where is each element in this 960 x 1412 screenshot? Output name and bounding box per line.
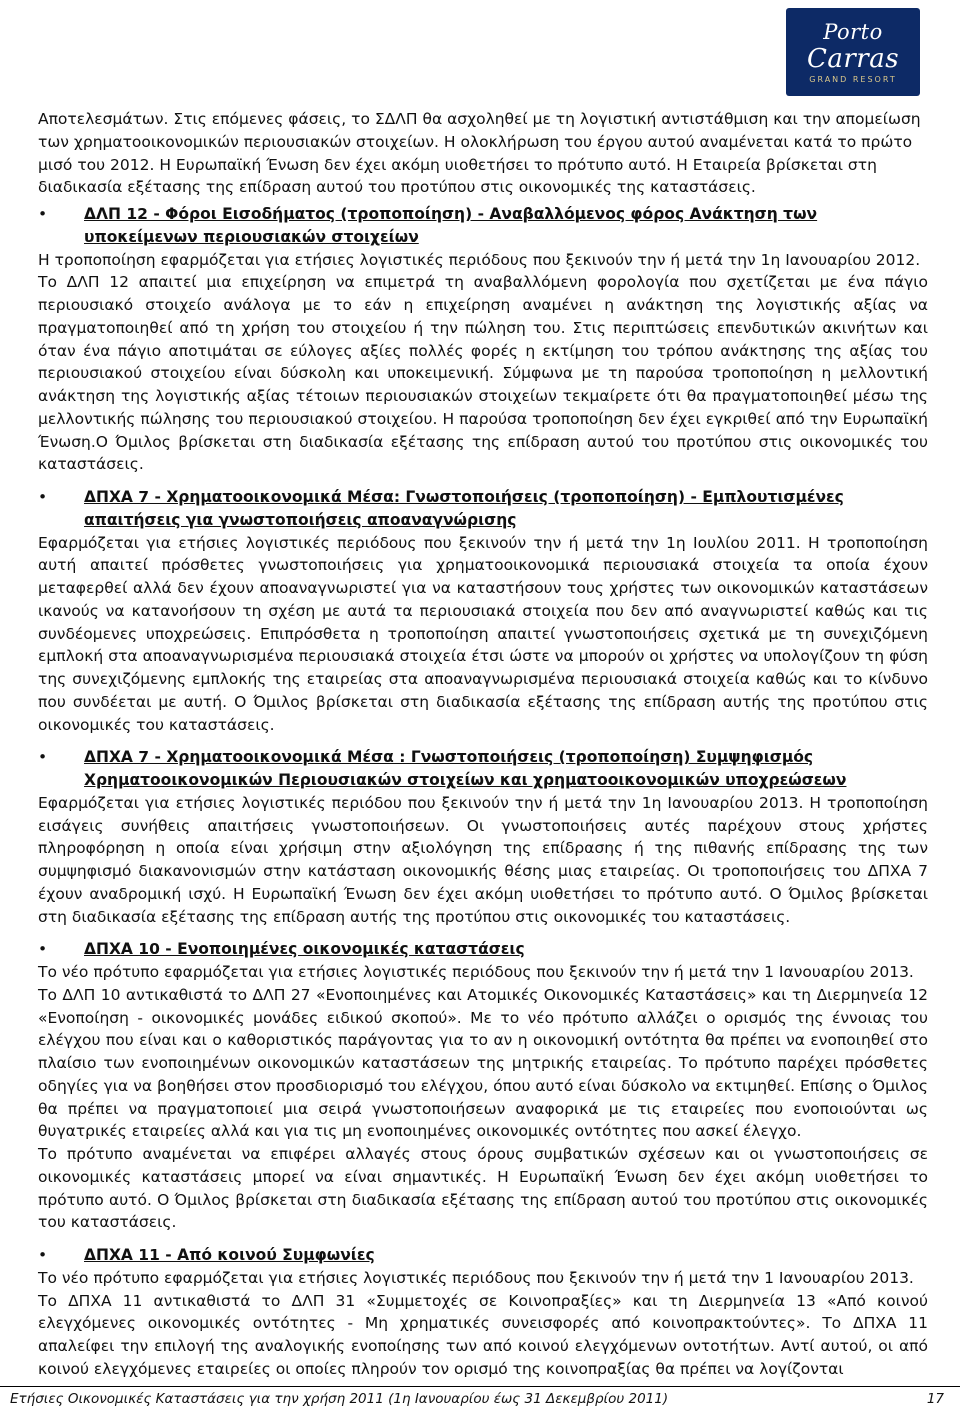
heading-line-1: ΔΠΧΑ 10 - Ενοποιημένες οικονομικές καταστάσεις bbox=[84, 940, 525, 959]
section-paragraph: Η τροποποίηση εφαρμόζεται για ετήσιες λογιστικές περιόδους που ξεκινούν την ή μετά την 1η Ιανουαρίου 2012. bbox=[38, 250, 921, 269]
bullet-icon: • bbox=[38, 940, 48, 959]
heading-line-1: ΔΠΧΑ 7 - Χρηματοοικονομικά Μέσα: Γνωστοποιήσεις (τροποποίηση) - Εμπλουτισμένες bbox=[84, 488, 844, 506]
logo-line-1: Porto bbox=[823, 20, 883, 44]
heading-line-1: ΔΠΧΑ 7 - Χρηματοοικονομικά Μέσα : Γνωστοποιήσεις (τροποποίηση) Συμψηφισμός bbox=[84, 748, 814, 767]
logo-line-3: GRAND RESORT bbox=[809, 75, 897, 84]
section-paragraph: Το ΔΛΠ 10 αντικαθιστά το ΔΛΠ 27 «Ενοποιημένες και Ατομικές Οικονομικές Καταστάσεις» και τη Διερμηνεία 12 «Ενοποίηση - οικονομικές μονάδες ειδικού σκοπού». Με το νέο πρότυπο αλλάζει ο ορισμός της έννοιας του ελέγχου που είναι και ο καθοριστικός παράγοντας για το αν η οικονομική οντότητα θα πρέπει να ενοποιηθεί στο πλαίσιο των ενοποιημένων οικονομικών καταστάσεων της μητρικής εταιρείας. Το πρότυπο παρέχει πρόσθετες οδηγίες για να βοηθήσει στον προσδιορισμό του ελέγχου, όπου αυτό είναι δύσκολο να εκτιμηθεί. Επίσης ο Όμιλος θα πρέπει να πραγματοποιεί μια σειρά γνωστοποιήσεων αναφορικά με τις εταιρείες που ενοποιούνται ως θυγατρικές εταιρείες αλλά και για τις μη ενοποιημένες οικονομικές οντότητες που ασκεί έλεγχο. bbox=[38, 985, 928, 1141]
section-heading-ifrs11 bbox=[38, 1244, 928, 1267]
footer-text: Ετήσιες Οικονομικές Καταστάσεις για την χρήση 2011 (1η Ιανουαρίου έως 31 Δεκεμβρίου 2011) bbox=[10, 1391, 669, 1407]
porto-carras-logo bbox=[786, 8, 920, 96]
intro-line-4: διαδικασία εξέτασης της επίδραση αυτού του προτύπου στις οικονομικές της καταστάσεις. bbox=[38, 178, 756, 197]
heading-line-2: Χρηματοοικονομικών Περιουσιακών στοιχείων και χρηματοοικονομικών υποχρεώσεων bbox=[84, 771, 847, 789]
intro-paragraph bbox=[38, 108, 928, 199]
section-paragraph: Το νέο πρότυπο εφαρμόζεται για ετήσιες λογιστικές περιόδους που ξεκινούν την ή μετά την 1 Ιανουαρίου 2013. bbox=[38, 963, 914, 981]
section-paragraph: Το πρότυπο αναμένεται να επιφέρει αλλαγές στους όρους συμβατικών σχέσεων και οι γνωστοποιήσεις σε οικονομικές καταστάσεις μπορεί να είναι σημαντικές. Η Ευρωπαϊκή Ένωση δεν έχει ακόμη υιοθετήσει το πρότυπο αυτό. Ο Όμιλος βρίσκεται στη διαδικασία εξέτασης της επίδραση αυτού του προτύπου στις οικονομικές του καταστάσεις. bbox=[38, 1145, 928, 1232]
page-number: 17 bbox=[926, 1391, 944, 1407]
logo-line-2: Carras bbox=[806, 44, 900, 74]
section-heading-ias12 bbox=[38, 203, 928, 249]
section-heading-ifrs7-offsetting bbox=[38, 746, 928, 792]
intro-line-3: μισό του 2012. Η Ευρωπαϊκή Ένωση δεν έχει ακόμη υιοθετήσει το πρότυπο αυτό. Η Εταιρεία βρίσκεται στη bbox=[38, 155, 877, 174]
intro-line-1: Αποτελεσμάτων. Στις επόμενες φάσεις, το ΣΔΛΠ θα ασχοληθεί με τη λογιστική αντιστάθμιση και την απομείωση bbox=[38, 110, 921, 128]
bullet-icon: • bbox=[38, 205, 48, 223]
bullet-icon: • bbox=[38, 488, 48, 506]
heading-line-2: απαιτήσεις για γνωστοποιήσεις αποαναγνώρισης bbox=[84, 510, 517, 529]
intro-line-2: των χρηματοοικονομικών περιουσιακών στοιχείων. Η ολοκλήρωση του έργου αυτού αναμένεται κατά το πρώτο bbox=[38, 132, 913, 151]
section-heading-ifrs10 bbox=[38, 938, 928, 961]
section-paragraph: Το νέο πρότυπο εφαρμόζεται για ετήσιες λογιστικές περιόδους που ξεκινούν την ή μετά την 1 Ιανουαρίου 2013. bbox=[38, 1268, 914, 1287]
section-paragraph: Εφαρμόζεται για ετήσιες λογιστικές περιόδου που ξεκινούν την ή μετά την 1η Ιανουαρίου 2013. Η τροποποίηση εισάγεις συνήθεις απαιτήσεις γνωστοποιήσεων. Οι γνωστοποιήσεις αυτές παρέχουν στους χρήστες πληροφόρηση η οποία είναι χρήσιμη στην αξιολόγηση της επίδρασης ή της πιθανής επίδρασης της των συμψηφισμό διακανονισμών στην κατάσταση οικονομικής θέσης μιας εταιρείας. Οι τροποποιήσεις του ΔΠΧΑ 7 έχουν αναδρομική ισχύ. Η Ευρωπαϊκή Ένωση δεν έχει ακόμη υιοθετήσει το πρότυπο αυτό. Ο Όμιλος βρίσκεται στη διαδικασία εξέτασης της επίδραση αυτής της προτύπου στις οικονομικές του καταστάσεις. bbox=[38, 793, 928, 926]
bullet-icon: • bbox=[38, 748, 48, 767]
heading-line-1: ΔΛΠ 12 - Φόροι Εισοδήματος (τροποποίηση) - Αναβαλλόμενος φόρος Ανάκτηση των bbox=[84, 205, 818, 223]
document-body bbox=[38, 108, 928, 1381]
heading-line-2: υποκείμενων περιουσιακών στοιχείων bbox=[84, 227, 419, 246]
bullet-icon: • bbox=[38, 1246, 48, 1264]
heading-line-1: ΔΠΧΑ 11 - Από κοινού Συμφωνίες bbox=[84, 1246, 375, 1264]
section-heading-ifrs7-derecognition bbox=[38, 486, 928, 532]
page-footer bbox=[0, 1386, 960, 1412]
section-paragraph: Το ΔΛΠ 12 απαιτεί μια επιχείρηση να επιμετρά τη αναβαλλόμενη φορολογία που σχετίζεται με ένα πάγιο περιουσιακό στοιχείο ανάλογα με το εάν η επιχείρηση αναμένει η ανάκτηση της λογιστικής αξίας να πραγματοποιηθεί από τη χρήση του στοιχείου ή την πώληση του. Στις περιπτώσεις επενδυτικών ακινήτων και όταν ένα πάγιο αποτιμάται σε εύλογες αξίες πολλές φορές η εκτίμηση του τρόπου ανάκτησης της αξίας του περιουσιακού στοιχείου είναι δύσκολη και υποκειμενική. Σύμφωνα με τη παρούσα τροποποίηση η μελλοντική ανάκτηση της λογιστικής αξίας τέτοιων περιουσιακών στοιχείων τεκμαίρετε ότι θα πραγματοποιηθεί μέσω της μελλοντικής πώλησης του περιουσιακού στοιχείου. Η παρούσα τροποποίηση δεν έχει εγκριθεί από την Ευρωπαϊκή Ένωση.Ο Όμιλος βρίσκεται στη διαδικασία εξέτασης της επίδραση αυτού του προτύπου στις οικονομικές του καταστάσεις. bbox=[38, 273, 928, 474]
section-paragraph: Εφαρμόζεται για ετήσιες λογιστικές περιόδους που ξεκινούν την ή μετά την 1η Ιουλίου 2011. Η τροποποίηση αυτή απαιτεί πρόσθετες γνωστοποιήσεις για χρηματοοικονομικά περιουσιακά στοιχεία τα οποία έχουν μεταφερθεί αλλά δεν έχουν αποαναγνωριστεί για να καταστήσουν τους χρήστες των οικονομικών καταστάσεων ικανούς να κατανοήσουν τη σχέση με αυτά τα περιουσιακά στοιχεία που δεν από αναγνωριστεί καθώς και τις συνδέομενες υποχρεώσεις. Επιπρόσθετα η τροποποίηση απαιτεί γνωστοποιήσεις σχετικά με τη συνεχιζόμενη εμπλοκή στα αποαναγνωρισμένα περιουσιακά στοιχεία έτσι ώστε να μπορούν οι χρήστες να υπολογίζουν τη φύση της συνεχιζόμενης εμπλοκής της εταιρείας στα αποαναγνωρισμένα περιουσιακά στοιχεία καθώς και το κίνδυνο που συνδέεται με αυτή. Ο Όμιλος βρίσκεται στη διαδικασία εξέτασης της επίδραση αυτής της προτύπου στις οικονομικές του καταστάσεις. bbox=[38, 533, 928, 734]
section-paragraph: Το ΔΠΧΑ 11 αντικαθιστά το ΔΛΠ 31 «Συμμετοχές σε Κοινοπραξίες» και τη Διερμηνεία 13 «Από κοινού ελεγχόμενες οικονομικές οντότητες - Μη χρηματικές συνεισφορές από κοινοπρακτούντες». Το ΔΠΧΑ 11 απαλείφει την επιλογή της αναλογικής ενοποίησης των από κοινού ελεγχόμενων οντοτήτων. Αντί αυτού, οι από κοινού ελεγχόμενες εταιρείες οι οποίες πληρούν τον ορισμό της κοινοπραξίας θα πρέπει να λογίζονται bbox=[38, 1291, 928, 1378]
